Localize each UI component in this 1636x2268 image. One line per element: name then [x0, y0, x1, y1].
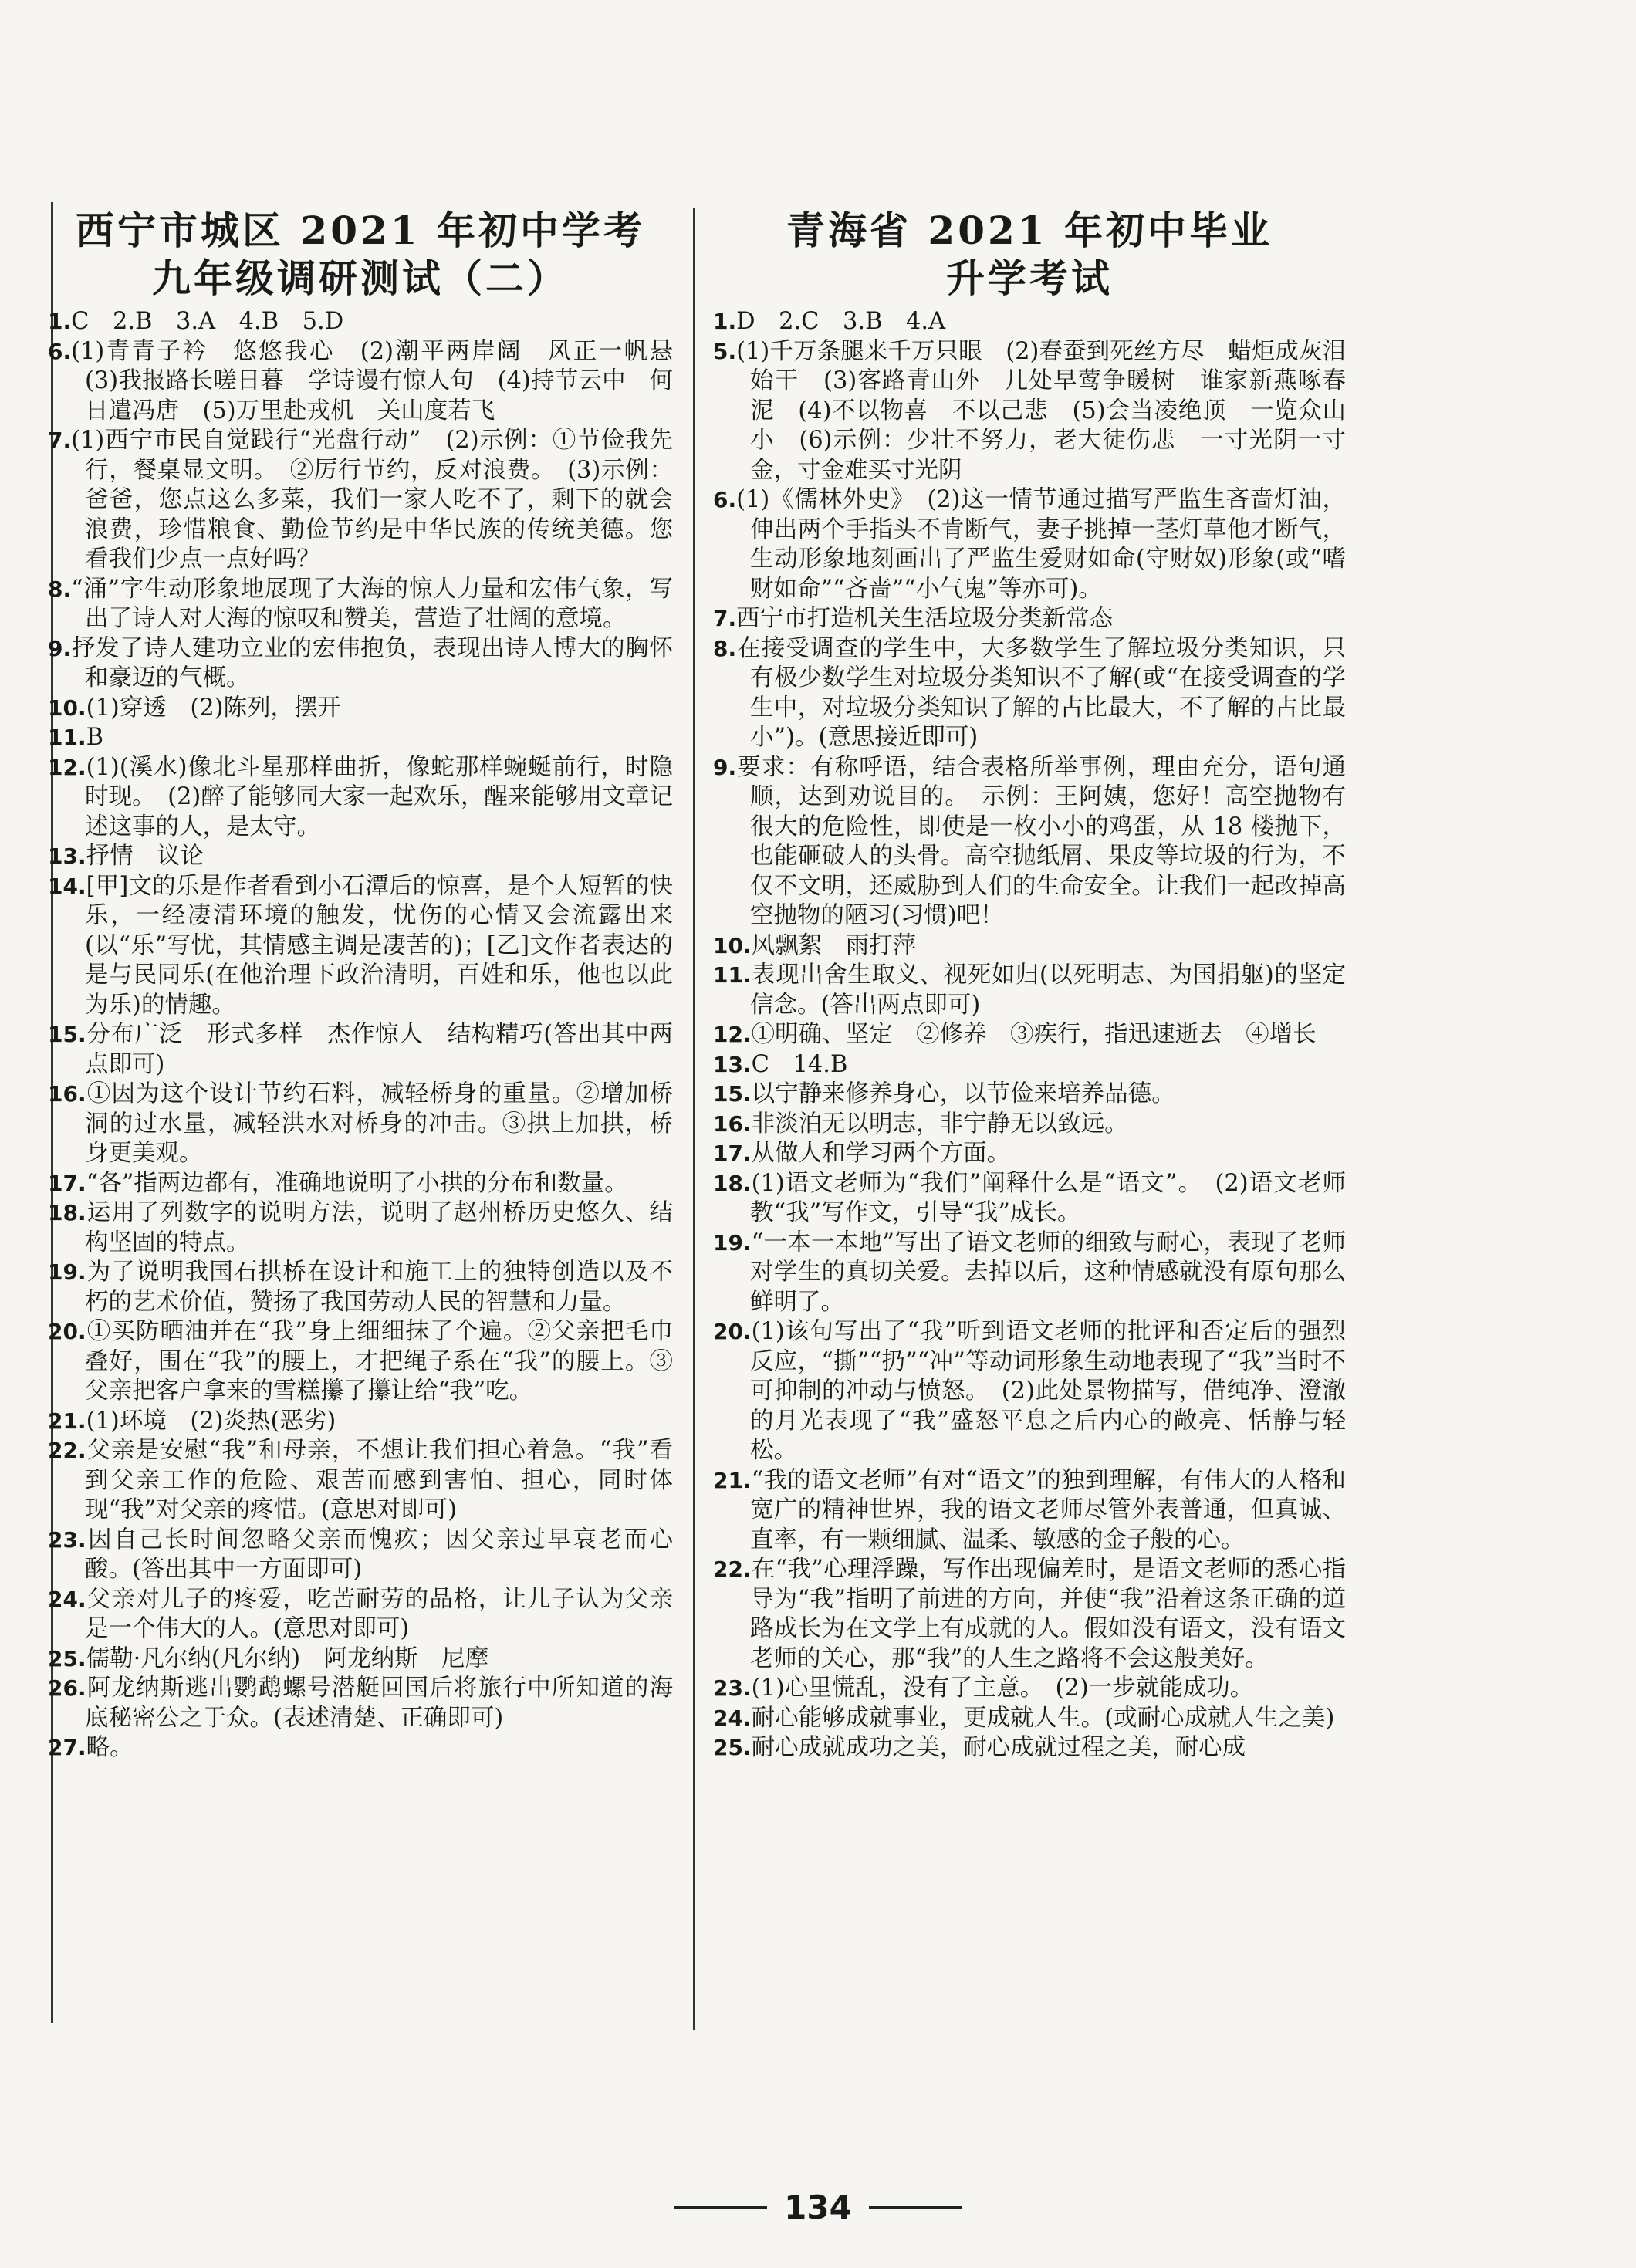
- answer-number: 13.: [713, 1051, 752, 1077]
- answer-item: [713, 1733, 1346, 1763]
- answer-item: [48, 723, 673, 753]
- answer-number: 17.: [48, 1170, 86, 1196]
- answer-number: 5.: [713, 338, 737, 364]
- answer-number: 6.: [48, 338, 72, 364]
- answer-number: 22.: [713, 1557, 752, 1582]
- answer-item: [48, 1407, 673, 1437]
- answer-text: (1)(溪水)像北斗星那样曲折，像蛇那样蜿蜒前行，时隐时现。 (2)醉了能够同大家一起欢乐，醒来能够用文章记述这事的人，是太守。: [85, 753, 673, 840]
- answer-text: 耐心成就成功之美，耐心成就过程之美，耐心成: [751, 1734, 1246, 1761]
- column-divider: [693, 208, 695, 2030]
- answer-text: ①因为这个设计节约石料，减轻桥身的重量。②增加桥洞的过水量，减轻洪水对桥身的冲击。③拱上加拱，桥身更美观。: [85, 1080, 673, 1167]
- answer-text: 抒情 议论: [86, 843, 204, 870]
- answer-text: 以宁静来修养身心，以节俭来培养品德。: [751, 1080, 1175, 1107]
- answer-text: (1)青青子衿 悠悠我心 (2)潮平两岸阔 风正一帆悬 (3)我报路长嗟日暮 学诗谩有惊人句 (4)持节云中 何日遣冯唐 (5)万里赴戎机 关山度若飞: [71, 337, 697, 424]
- answer-text: (1)该句写出了“我”听到语文老师的批评和否定后的强烈反应，“撕”“扔”“冲”等动词形象生动地表现了“我”当时不可抑制的冲动与愤怒。 (2)此处景物描写，借纯净、澄澈的月光表现了“我”盛怒平息之后内心的敞亮、恬静与轻松。: [750, 1318, 1346, 1464]
- answer-text: (1)《儒林外史》 (2)这一情节通过描写严监生吝啬灯油，伸出两个手指头不肯断气，妻子挑掉一茎灯草他才断气，生动形象地刻画出了严监生爱财如命(守财奴)形象(或“嗜财如命”“吝啬”“小气鬼”等亦可)。: [736, 486, 1346, 603]
- answer-text: C 2.B 3.A 4.B 5.D: [71, 308, 344, 335]
- answer-item: [48, 1198, 673, 1258]
- answer-item: [48, 1585, 673, 1644]
- answer-item: [713, 1229, 1346, 1318]
- answer-text: 略。: [86, 1734, 134, 1761]
- answer-item: [713, 961, 1346, 1020]
- page-number: 134: [784, 2189, 852, 2226]
- answer-item: [713, 1555, 1346, 1674]
- answer-text: 耐心能够成就事业，更成就人生。(或耐心成就人生之美): [751, 1704, 1335, 1732]
- answer-number: 18.: [713, 1170, 752, 1196]
- answer-number: 10.: [713, 932, 752, 958]
- answer-item: [48, 634, 673, 694]
- footer-rule-left: [674, 2206, 767, 2209]
- answer-item: [713, 1169, 1346, 1229]
- answer-text: 运用了列数字的说明方法，说明了赵州桥历史悠久、结构坚固的特点。: [85, 1199, 673, 1256]
- right-title-line1: 青海省 2021 年初中毕业: [786, 208, 1273, 253]
- answer-item: [713, 1674, 1346, 1704]
- answer-item: [48, 1169, 673, 1199]
- answer-text: ①明确、坚定 ②修养 ③疾行，指迅速逝去 ④增长: [751, 1021, 1317, 1048]
- answer-number: 23.: [713, 1675, 752, 1701]
- answer-item: [713, 307, 1346, 337]
- answer-item: [713, 1080, 1346, 1110]
- answer-text: (1)西宁市民自觉践行“光盘行动” (2)示例：①节俭我先行，餐桌显文明。 ②厉行节约，反对浪费。 (3)示例：爸爸，您点这么多菜，我们一家人吃不了，剩下的就会浪费，珍惜粮食、勤俭节约是中华民族的传统美德。您看我们少点一点好吗？: [71, 427, 673, 573]
- answer-item: [48, 307, 673, 337]
- answer-item: [48, 337, 697, 427]
- answer-item: [713, 1704, 1346, 1734]
- answer-text: 抒发了诗人建功立业的宏伟抱负，表现出诗人博大的胸怀和豪迈的气概。: [71, 634, 673, 691]
- answer-number: 8.: [48, 576, 72, 602]
- answer-number: 16.: [48, 1081, 86, 1107]
- answer-text: (1)环境 (2)炎热(恶劣): [86, 1407, 336, 1435]
- right-column: [713, 207, 1346, 1763]
- right-answer-list: [713, 307, 1346, 1763]
- answer-text: (1)语文老师为“我们”阐释什么是“语文”。 (2)语文老师教“我”写作文，引导“我”成长。: [750, 1169, 1346, 1226]
- answer-text: ①买防晒油并在“我”身上细细抹了个遍。②父亲把毛巾叠好，围在“我”的腰上，才把绳子系在“我”的腰上。③父亲把客户拿来的雪糕攥了攥让给“我”吃。: [85, 1318, 673, 1404]
- answer-number: 6.: [713, 487, 737, 512]
- answer-item: [48, 1526, 673, 1585]
- answer-number: 19.: [48, 1259, 86, 1285]
- answer-text: [甲]文的乐是作者看到小石潭后的惊喜，是个人短暂的快乐，一经凄清环境的触发，忧伤的心情又会流露出来(以“乐”写忧，其情感主调是凄苦的)；[乙]文作者表达的是与民同乐(在他治理下政治清明，百姓和乐，他也以此为乐)的情趣。: [85, 872, 673, 1019]
- answer-item: [48, 842, 673, 872]
- answer-number: 21.: [713, 1467, 752, 1493]
- right-title-line2: 升学考试: [946, 255, 1113, 301]
- answer-item: [713, 485, 1346, 604]
- answer-item: [713, 1139, 1346, 1169]
- answer-number: 15.: [713, 1081, 752, 1107]
- answer-item: [713, 1317, 1346, 1466]
- answer-item: [713, 1110, 1346, 1140]
- answer-text: “涌”字生动形象地展现了大海的惊人力量和宏伟气象，写出了诗人对大海的惊叹和赞美，营造了壮阔的意境。: [71, 575, 673, 632]
- answer-number: 22.: [48, 1438, 86, 1463]
- answer-item: [48, 753, 673, 843]
- answer-number: 14.: [48, 873, 86, 899]
- answer-text: “一本一本地”写出了语文老师的细致与耐心，表现了老师对学生的真切关爱。去掉以后，这种情感就没有原句那么鲜明了。: [750, 1229, 1346, 1316]
- answer-number: 21.: [48, 1408, 86, 1434]
- answer-item: [48, 1020, 673, 1080]
- answer-number: 10.: [48, 695, 86, 721]
- answer-item: [48, 1733, 673, 1763]
- answer-number: 12.: [713, 1022, 752, 1047]
- answer-text: 风飘絮 雨打萍: [751, 931, 917, 959]
- answer-item: [713, 604, 1346, 634]
- left-title-line1: 西宁市城区 2021 年初中学考: [76, 208, 645, 253]
- answer-item: [48, 1317, 673, 1407]
- answer-number: 11.: [48, 725, 86, 750]
- answer-text: C 14.B: [751, 1050, 848, 1078]
- answer-text: 因自己长时间忽略父亲而愧疚；因父亲过早衰老而心酸。(答出其中一方面即可): [85, 1526, 673, 1583]
- answer-number: 15.: [48, 1022, 86, 1047]
- answer-number: 27.: [48, 1735, 86, 1760]
- answer-item: [713, 634, 1346, 753]
- answer-number: 18.: [48, 1200, 86, 1225]
- answer-item: [713, 931, 1346, 962]
- answer-text: 从做人和学习两个方面。: [751, 1140, 1011, 1167]
- left-answer-list: [48, 307, 697, 1763]
- answer-item: [713, 1466, 1346, 1556]
- footer-rule-right: [869, 2206, 962, 2209]
- answer-number: 16.: [713, 1110, 752, 1137]
- answer-item: [713, 337, 1346, 486]
- answer-number: 19.: [713, 1229, 752, 1256]
- answer-number: 1.: [48, 309, 72, 334]
- answer-item: [48, 1436, 673, 1526]
- answer-item: [713, 1050, 1346, 1080]
- answer-text: (1)穿透 (2)陈列，摆开: [86, 694, 342, 722]
- page-footer: [0, 2186, 1636, 2226]
- answer-text: 父亲是安慰“我”和母亲，不想让我们担心着急。“我”看到父亲工作的危险、艰苦而感到害怕、担心，同时体现“我”对父亲的疼惜。(意思对即可): [85, 1437, 673, 1523]
- answer-item: [713, 753, 1346, 931]
- answer-item: [48, 1644, 673, 1675]
- answer-number: 17.: [713, 1141, 752, 1166]
- answer-item: [713, 1020, 1346, 1050]
- answer-item: [48, 1080, 673, 1169]
- answer-number: 7.: [713, 606, 737, 631]
- answer-number: 8.: [713, 635, 737, 661]
- answer-text: 西宁市打造机关生活垃圾分类新常态: [736, 605, 1114, 632]
- answer-number: 12.: [48, 754, 86, 780]
- answer-item: [48, 872, 673, 1021]
- answer-number: 9.: [48, 635, 72, 661]
- answer-number: 25.: [48, 1645, 86, 1671]
- answer-text: B: [86, 724, 104, 751]
- answer-text: “各”指两边都有，准确地说明了小拱的分布和数量。: [86, 1169, 628, 1197]
- answer-number: 26.: [48, 1675, 86, 1701]
- answer-text: 父亲对儿子的疼爱，吃苦耐劳的品格，让儿子认为父亲是一个伟大的人。(意思对即可): [85, 1585, 673, 1642]
- answer-text: 要求：有称呼语，结合表格所举事例，理由充分，语句通顺，达到劝说目的。 示例：王阿姨，您好！高空抛物有很大的危险性，即使是一枚小小的鸡蛋，从 18 楼抛下，也能砸破人的头骨。高空抛纸屑、果皮等垃圾的行为，不仅不文明，还威胁到人们的生命安全。让我们一起改掉高空抛物的陋习(习惯)吧！: [736, 753, 1346, 929]
- right-title: [713, 207, 1346, 303]
- answer-text: (1)千万条腿来千万只眼 (2)春蚕到死丝方尽 蜡炬成灰泪始干 (3)客路青山外 几处早莺争暖树 谁家新燕啄春泥 (4)不以物喜 不以己悲 (5)会当凌绝顶 一览众山小 (6)示例：少壮不努力，老大徒伤悲 一寸光阴一寸金，寸金难买寸光阴: [736, 337, 1346, 484]
- answer-text: 非淡泊无以明志，非宁静无以致远。: [751, 1110, 1128, 1137]
- answer-text: (1)心里慌乱，没有了主意。 (2)一步就能成功。: [751, 1675, 1254, 1702]
- answer-item: [48, 694, 673, 724]
- answer-item: [48, 575, 673, 634]
- answer-number: 7.: [48, 428, 72, 453]
- answer-text: 表现出舍生取义、视死如归(以死明志、为国捐躯)的坚定信念。(答出两点即可): [750, 962, 1346, 1019]
- answer-number: 9.: [713, 754, 737, 780]
- left-title-line2: 九年级调研测试（二）: [152, 255, 569, 301]
- left-title: [48, 207, 673, 303]
- answer-text: D 2.C 3.B 4.A: [736, 308, 946, 335]
- answer-item: [48, 426, 673, 575]
- answer-number: 20.: [713, 1319, 752, 1344]
- answer-number: 23.: [48, 1526, 86, 1553]
- left-column: [48, 207, 697, 1763]
- answer-number: 24.: [713, 1705, 752, 1731]
- answer-number: 13.: [48, 843, 86, 869]
- answer-number: 11.: [713, 962, 752, 988]
- answer-number: 25.: [713, 1735, 752, 1760]
- answer-text: 分布广泛 形式多样 杰作惊人 结构精巧(答出其中两点即可): [85, 1021, 673, 1078]
- answer-number: 24.: [48, 1586, 86, 1612]
- answer-item: [48, 1258, 673, 1317]
- answer-number: 1.: [713, 309, 737, 334]
- answer-text: 在“我”心理浮躁，写作出现偏差时，是语文老师的悉心指导为“我”指明了前进的方向，并使“我”沿着这条正确的道路成长为在文学上有成就的人。假如没有语文，没有语文老师的关心，那“我”的人生之路将不会这般美好。: [750, 1556, 1346, 1672]
- answer-text: 阿龙纳斯逃出鹦鹉螺号潜艇回国后将旅行中所知道的海底秘密公之于众。(表述清楚、正确即可): [85, 1675, 673, 1732]
- answer-text: 为了说明我国石拱桥在设计和施工上的独特创造以及不朽的艺术价值，赞扬了我国劳动人民的智慧和力量。: [85, 1259, 673, 1316]
- answer-text: 在接受调查的学生中，大多数学生了解垃圾分类知识，只有极少数学生对垃圾分类知识不了解(或“在接受调查的学生中，对垃圾分类知识了解的占比最大，不了解的占比最小”)。(意思接近即可): [736, 634, 1346, 751]
- answer-item: [48, 1674, 673, 1733]
- answer-text: 儒勒·凡尔纳(凡尔纳) 阿龙纳斯 尼摩: [86, 1644, 489, 1672]
- answer-number: 20.: [48, 1319, 86, 1344]
- answer-text: “我的语文老师”有对“语文”的独到理解，有伟大的人格和宽广的精神世界，我的语文老师尽管外表普通，但真诚、直率，有一颗细腻、温柔、敏感的金子般的心。: [750, 1466, 1346, 1553]
